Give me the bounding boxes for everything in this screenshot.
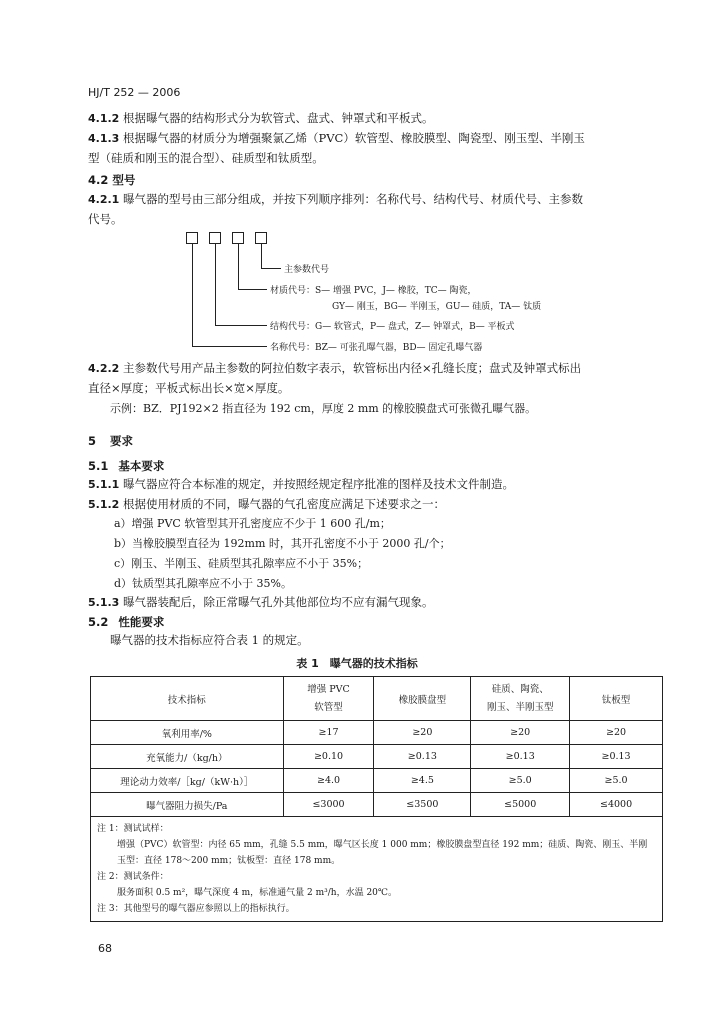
section-5-1-heading — [88, 458, 164, 474]
section-number: 5.2 — [88, 615, 109, 629]
note-2: 注 2：测试条件： — [97, 872, 169, 882]
list-item: a）增强 PVC 软管型其开孔密度应不少于 1 600 孔/m； — [114, 517, 391, 530]
table-header-cell: 技术指标 — [91, 677, 284, 721]
code-box-material — [232, 232, 244, 244]
clause-5-1-3 — [88, 595, 433, 610]
section-5-2-heading — [88, 614, 164, 630]
clause-number: 4.1.2 — [88, 112, 120, 125]
section-4-2-heading — [88, 172, 135, 188]
leader-line — [261, 244, 262, 268]
table-cell: 充氧能力/（kg/h） — [91, 745, 284, 769]
section-title: 基本要求 — [118, 459, 165, 473]
leader-line — [261, 268, 281, 269]
leader-line — [215, 244, 216, 325]
clause-text: 曝气器的型号由三部分组成，并按下列顺序排列：名称代号、结构代号、材质代号、主参数 — [122, 192, 583, 206]
clause-number: 5.1.3 — [88, 596, 120, 609]
example-text: 示例：BZ．PJ192×2 指直径为 192 cm，厚度 2 mm 的橡胶膜盘式可张微孔曝气器。 — [110, 402, 537, 415]
note-2-detail: 服务面积 0.5 m²，曝气深度 4 m，标准通气量 2 m³/h，水温 20℃。 — [117, 888, 397, 898]
clause-4-1-3 — [88, 131, 585, 146]
table-cell: ≥20 — [570, 721, 663, 745]
table-cell: ≥5.0 — [471, 769, 570, 793]
clause-text: 根据曝气器的材质分为增强聚氯乙烯（PVC）软管型、橡胶膜型、陶瓷型、刚玉型、半刚玉 — [122, 131, 585, 145]
table-cell: ≥5.0 — [570, 769, 663, 793]
table-cell: ≤5000 — [471, 793, 570, 817]
table-cell: 理论动力效率/［kg/（kW·h）］ — [91, 769, 284, 793]
table-notes-row — [91, 817, 663, 922]
clause-text: 曝气器应符合本标准的规定，并按照经规定程序批准的图样及技术文件制造。 — [122, 477, 514, 491]
table-row — [91, 769, 663, 793]
leader-line — [192, 244, 193, 346]
clause-4-2-2 — [88, 361, 581, 376]
leader-line — [215, 325, 267, 326]
section-title: 型号 — [112, 173, 136, 187]
standard-code: HJ/T 252 — 2006 — [88, 86, 181, 99]
section-5-heading — [88, 433, 133, 449]
label-structure: 结构代号：G— 软管式，P— 盘式，Z— 钟罩式，B— 平板式 — [270, 322, 515, 332]
table-cell: 氧利用率/% — [91, 721, 284, 745]
clause-number: 4.2.2 — [88, 362, 120, 375]
table-cell: ≤3500 — [374, 793, 471, 817]
clause-5-2-text: 曝气器的技术指标应符合表 1 的规定。 — [110, 633, 309, 647]
table-header-cell: 增强 PVC 软管型 — [283, 677, 374, 721]
clause-text: 主参数代号用产品主参数的阿拉伯数字表示，软管标出内径×孔缝长度；盘式及钟罩式标出 — [122, 361, 582, 375]
clause-text: 根据使用材质的不同，曝气器的气孔密度应满足下述要求之一： — [122, 497, 445, 511]
section-number: 4.2 — [88, 173, 109, 187]
clause-4-2-1-cont: 代号。 — [88, 212, 123, 226]
table-caption: 表 1 曝气器的技术指标 — [296, 657, 418, 670]
list-item: d）钛质型其孔隙率应不小于 35%。 — [114, 577, 292, 590]
table-cell: ≥20 — [374, 721, 471, 745]
table-cell: ≥17 — [283, 721, 374, 745]
table-row — [91, 721, 663, 745]
clause-4-1-3-cont: 型（硅质和刚玉的混合型）、硅质型和钛质型。 — [88, 151, 324, 165]
page-number: 68 — [98, 942, 112, 955]
table-header-row — [91, 677, 663, 721]
label-name-code: 名称代号：BZ— 可张孔曝气器，BD— 固定孔曝气器 — [270, 343, 483, 353]
note-1-detail: 增强（PVC）软管型：内径 65 mm，孔缝 5.5 mm，曝气区长度 1 000 mm；橡胶膜盘型直径 192 mm；硅质、陶瓷、刚玉、半刚玉型：直径 178～200 mm；钛板型：直径 178 mm。 — [117, 840, 648, 866]
clause-text: 根据曝气器的结构形式分为软管式、盘式、钟罩式和平板式。 — [122, 111, 434, 125]
code-box-structure — [209, 232, 221, 244]
leader-line — [238, 289, 267, 290]
list-item: b）当橡胶膜型直径为 192mm 时，其开孔密度不小于 2000 孔/个； — [114, 537, 451, 550]
table-row — [91, 793, 663, 817]
label-material: 材质代号：S— 增强 PVC，J— 橡胶，TC— 陶瓷， — [270, 286, 477, 296]
clause-text: 曝气器装配后，除正常曝气孔外其他部位均不应有漏气现象。 — [122, 595, 434, 609]
code-box-main-param — [255, 232, 267, 244]
table-row — [91, 745, 663, 769]
table-cell: ≥20 — [471, 721, 570, 745]
table-header-cell: 钛板型 — [570, 677, 663, 721]
clause-number: 4.1.3 — [88, 132, 120, 145]
table-cell: ≥0.13 — [570, 745, 663, 769]
table-cell: ≥0.13 — [374, 745, 471, 769]
code-box-name — [186, 232, 198, 244]
clause-4-2-1 — [88, 192, 583, 207]
clause-number: 5.1.2 — [88, 498, 120, 511]
section-number: 5.1 — [88, 459, 109, 473]
label-material-cont: GY— 刚玉，BG— 半刚玉，GU— 硅质，TA— 钛质 — [332, 302, 542, 312]
table-cell: 曝气器阻力损失/Pa — [91, 793, 284, 817]
table-cell: ≤3000 — [283, 793, 374, 817]
clause-4-1-2 — [88, 111, 433, 126]
clause-5-1-1 — [88, 477, 514, 492]
clause-number: 4.2.1 — [88, 193, 120, 206]
label-main-param: 主参数代号 — [284, 265, 330, 275]
table-cell: ≥0.10 — [283, 745, 374, 769]
table-cell: ≤4000 — [570, 793, 663, 817]
table-cell: ≥4.0 — [283, 769, 374, 793]
clause-5-1-2 — [88, 497, 445, 512]
leader-line — [238, 244, 239, 289]
section-title: 性能要求 — [118, 615, 165, 629]
clause-4-2-2-cont: 直径×厚度；平板式标出长×宽×厚度。 — [88, 381, 290, 395]
clause-number: 5.1.1 — [88, 478, 120, 491]
table-notes — [91, 817, 663, 922]
note-3: 注 3：其他型号的曝气器应参照以上的指标执行。 — [97, 904, 295, 914]
section-number: 5 — [88, 434, 97, 448]
table-cell: ≥4.5 — [374, 769, 471, 793]
spec-table — [90, 676, 663, 922]
table-header-cell: 橡胶膜盘型 — [374, 677, 471, 721]
table-header-cell: 硅质、陶瓷、 刚玉、半刚玉型 — [471, 677, 570, 721]
section-title: 要求 — [110, 434, 134, 448]
table-cell: ≥0.13 — [471, 745, 570, 769]
list-item: c）刚玉、半刚玉、硅质型其孔隙率应不小于 35%； — [114, 557, 369, 570]
leader-line — [192, 346, 267, 347]
note-1: 注 1：测试试样： — [97, 824, 169, 834]
